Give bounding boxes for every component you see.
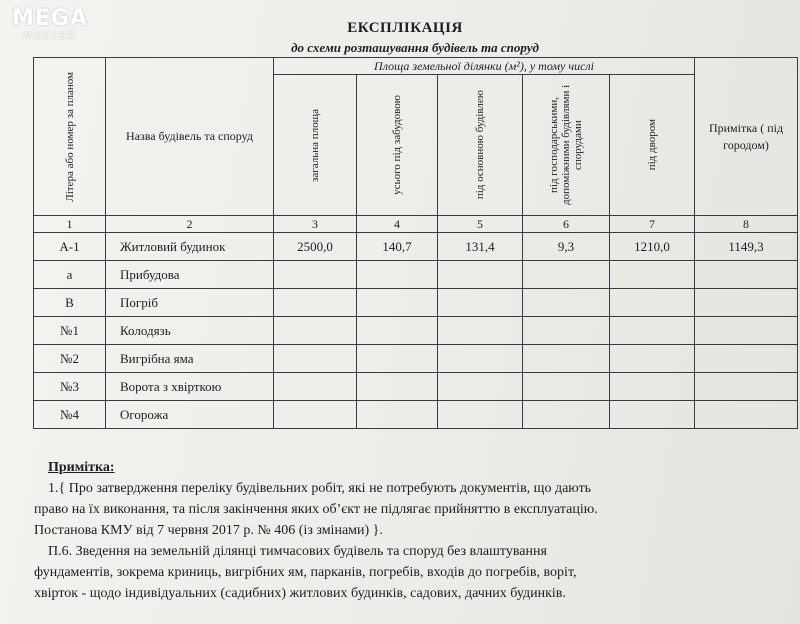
- table-row: [34, 401, 798, 429]
- notes-section: [34, 457, 794, 604]
- row-garden: 1149,3: [695, 233, 798, 261]
- row-main-building: [438, 261, 523, 289]
- row-main-building: 131,4: [438, 233, 523, 261]
- row-auxiliary: [523, 345, 610, 373]
- row-auxiliary: [523, 373, 610, 401]
- row-garden: [695, 401, 798, 429]
- row-auxiliary: 9,3: [523, 233, 610, 261]
- row-garden: [695, 289, 798, 317]
- row-built-area: 140,7: [357, 233, 438, 261]
- row-name: Житловий будинок: [106, 233, 274, 261]
- column-number: 5: [438, 216, 523, 233]
- row-built-area: [357, 317, 438, 345]
- row-built-area: [357, 289, 438, 317]
- row-name: Ворота з хвірткою: [106, 373, 274, 401]
- header-area: Площа земельної ділянки (м²), у тому числі: [274, 58, 695, 75]
- row-letter: А-1: [34, 233, 106, 261]
- column-numbers-row: [34, 216, 798, 233]
- table-row: [34, 289, 798, 317]
- row-total-area: [274, 401, 357, 429]
- note-line: право на їх виконання, та після закінчення яких об’єкт не підлягає прийняттю в експлуатацію.: [34, 502, 598, 517]
- column-number: 4: [357, 216, 438, 233]
- header-letter: Літера або номер за планом: [63, 71, 76, 202]
- row-letter: а: [34, 261, 106, 289]
- row-total-area: [274, 373, 357, 401]
- header-row-1: [34, 58, 798, 75]
- document-subtitle: до схеми розташування будівель та споруд: [291, 40, 539, 55]
- note-line: П.6. Зведення на земельній ділянці тимчасових будівель та споруд без влаштування: [48, 544, 547, 559]
- row-total-area: [274, 345, 357, 373]
- watermark-main: MEGA: [11, 6, 88, 31]
- row-total-area: [274, 289, 357, 317]
- row-garden: [695, 373, 798, 401]
- header-total-area: загальна площа: [309, 108, 321, 182]
- row-auxiliary: [523, 261, 610, 289]
- note-line: 1.{ Про затвердження переліку будівельних робіт, які не потребують документів, що дають: [48, 481, 592, 496]
- row-letter: В: [34, 289, 106, 317]
- document-title: ЕКСПЛІКАЦІЯ: [347, 20, 463, 36]
- header-name: Назва будівель та споруд: [106, 58, 274, 216]
- row-main-building: [438, 373, 523, 401]
- row-auxiliary: [523, 289, 610, 317]
- row-yard: 1210,0: [610, 233, 695, 261]
- header-area-col-5: [438, 75, 523, 216]
- row-name: Прибудова: [106, 261, 274, 289]
- row-auxiliary: [523, 317, 610, 345]
- row-built-area: [357, 373, 438, 401]
- row-name: Погріб: [106, 289, 274, 317]
- column-number: 6: [523, 216, 610, 233]
- row-name: Колодязь: [106, 317, 274, 345]
- row-yard: [610, 289, 695, 317]
- explication-table: [33, 57, 798, 429]
- row-yard: [610, 345, 695, 373]
- row-garden: [695, 261, 798, 289]
- header-area-col-3: [274, 75, 357, 216]
- header-area-col-7: [610, 75, 695, 216]
- header-area-col-6: [523, 75, 610, 216]
- row-main-building: [438, 401, 523, 429]
- watermark-sub: MAKLER: [23, 31, 77, 42]
- note-line: Постанова КМУ від 7 червня 2017 р. № 406 (із змінами) }.: [34, 523, 383, 538]
- header-main-building: під основною будівлею: [474, 90, 486, 200]
- header-built-area: усього під забудовою: [391, 95, 403, 195]
- row-letter: №1: [34, 317, 106, 345]
- note-line: хвірток - щодо індивідуальних (садибних) житлових будинків, садових, дачних будинків.: [34, 586, 566, 601]
- row-yard: [610, 261, 695, 289]
- row-letter: №4: [34, 401, 106, 429]
- table-row: [34, 317, 798, 345]
- row-total-area: [274, 317, 357, 345]
- table-row: [34, 261, 798, 289]
- table-row: [34, 373, 798, 401]
- header-auxiliary: під господарськими, допоміжними будівлями і спорудами: [548, 84, 584, 206]
- row-main-building: [438, 289, 523, 317]
- row-name: Вигрібна яма: [106, 345, 274, 373]
- table-row: [34, 345, 798, 373]
- column-number: 2: [106, 216, 274, 233]
- row-built-area: [357, 401, 438, 429]
- row-letter: №3: [34, 373, 106, 401]
- header-note: Примітка ( під городом): [695, 58, 798, 216]
- column-number: 1: [34, 216, 106, 233]
- table-row: [34, 233, 798, 261]
- note-line: фундаментів, зокрема криниць, вигрібних ям, парканів, погребів, входів до погребів, воріт,: [34, 565, 577, 580]
- watermark-logo: [8, 6, 92, 42]
- row-main-building: [438, 345, 523, 373]
- row-garden: [695, 345, 798, 373]
- column-number: 3: [274, 216, 357, 233]
- row-auxiliary: [523, 401, 610, 429]
- row-built-area: [357, 345, 438, 373]
- row-total-area: [274, 261, 357, 289]
- row-letter: №2: [34, 345, 106, 373]
- row-yard: [610, 401, 695, 429]
- header-area-col-4: [357, 75, 438, 216]
- row-main-building: [438, 317, 523, 345]
- column-number: 7: [610, 216, 695, 233]
- header-yard: під двором: [646, 119, 658, 171]
- row-garden: [695, 317, 798, 345]
- row-yard: [610, 317, 695, 345]
- row-yard: [610, 373, 695, 401]
- header-letter-cell: [34, 58, 106, 216]
- row-name: Огорожа: [106, 401, 274, 429]
- row-total-area: 2500,0: [274, 233, 357, 261]
- notes-heading: Примітка:: [48, 460, 115, 475]
- row-built-area: [357, 261, 438, 289]
- column-number: 8: [695, 216, 798, 233]
